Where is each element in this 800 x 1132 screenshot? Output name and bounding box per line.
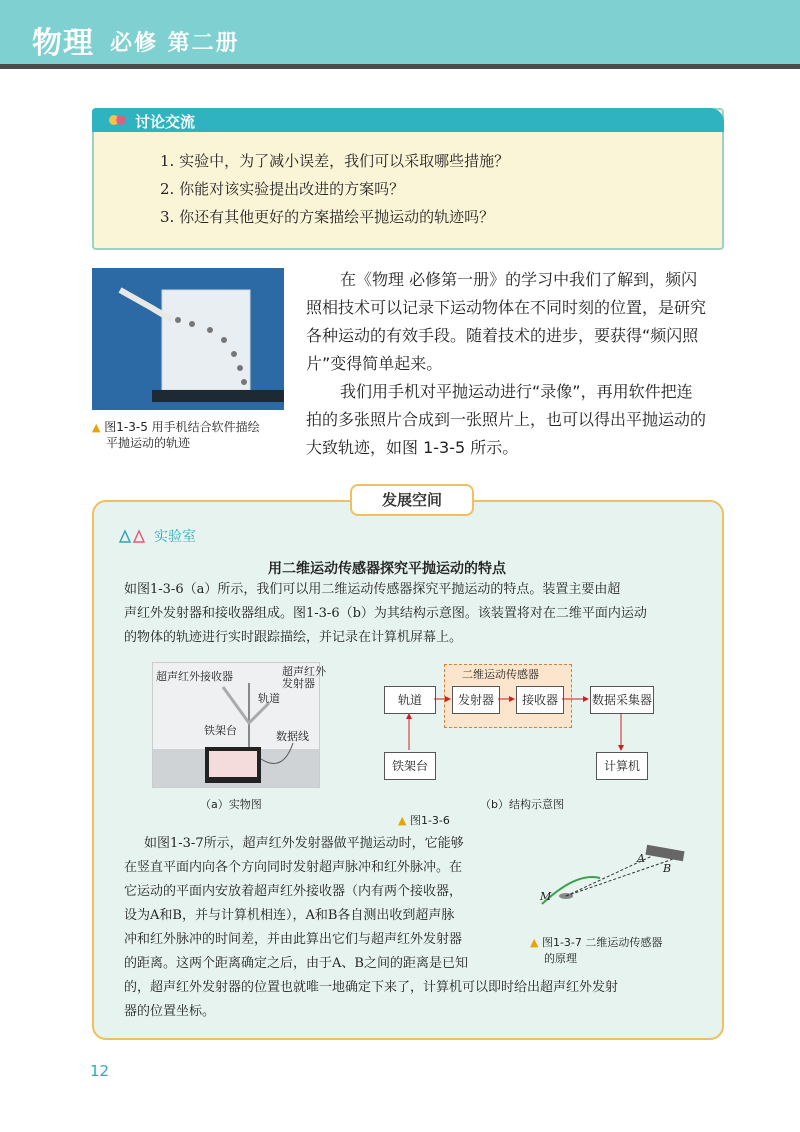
paragraph-line: 设为A和B，并与计算机相连），A和B各自测出收到超声脉 xyxy=(124,908,455,923)
development-space-tab: 发展空间 xyxy=(350,484,474,516)
paragraph-line: 如图1-3-6（a）所示，我们可以用二维运动传感器探究平抛运动的特点。装置主要由超 xyxy=(124,582,621,597)
label-cable: 数据线 xyxy=(276,730,309,743)
paragraph-line: 的，超声红外发射器的位置也就唯一地确定下来了，计算机可以即时给出超声红外发射 xyxy=(124,980,619,995)
paragraph-line: 的距离。这两个距离确定之后，由于A、B之间的距离是已知 xyxy=(124,956,468,971)
main-text-line: 片”变得简单起来。 xyxy=(306,354,443,373)
main-text-line: 各种运动的有效手段。随着技术的进步，要获得“频闪照 xyxy=(306,326,699,345)
node-track: 轨道 xyxy=(384,686,436,714)
triangle-icon: ▲ xyxy=(398,814,407,827)
node-emitter: 发射器 xyxy=(452,686,500,714)
diagram-caption: （b）结构示意图 xyxy=(480,798,564,811)
label-receiver: 超声红外接收器 xyxy=(156,670,233,683)
caption-text: 图1-3-5 用手机结合软件描绘 xyxy=(104,420,260,434)
label-track: 轨道 xyxy=(258,692,280,705)
diagram-arrows xyxy=(380,680,660,760)
label-m: M xyxy=(540,890,552,903)
photo-projectile-board xyxy=(92,268,284,410)
lab-label: 实验室 xyxy=(154,529,196,545)
caption-text-2: 平抛运动的轨迹 xyxy=(106,436,191,450)
label-stand: 铁架台 xyxy=(204,724,237,737)
flask-icon xyxy=(116,526,150,544)
book-subtitle: 必修 第二册 xyxy=(110,31,240,56)
paragraph-line: 在竖直平面内向各个方向同时发射超声脉冲和红外脉冲。在 xyxy=(124,860,463,875)
figure-caption xyxy=(92,418,292,435)
paragraph-line: 声红外发射器和接收器组成。图1-3-6（b）为其结构示意图。该装置将对在二维平面内运动 xyxy=(124,606,647,621)
page-number: 12 xyxy=(90,1062,110,1080)
fig137-illustration xyxy=(536,842,696,912)
photo-caption: （a）实物图 xyxy=(200,798,262,811)
node-stand: 铁架台 xyxy=(384,752,436,780)
paragraph-line: 它运动的平面内安放着超声红外接收器（内有两个接收器， xyxy=(124,884,463,899)
node-collector: 数据采集器 xyxy=(590,686,654,714)
paragraph-line: 的物体的轨迹进行实时跟踪描绘，并记录在计算机屏幕上。 xyxy=(124,630,463,645)
caption-text: 图1-3-6 xyxy=(409,814,450,827)
main-text-line: 拍的多张照片合成到一张照片上，也可以得出平抛运动的 xyxy=(306,410,707,429)
section-heading: 用二维运动传感器探究平抛运动的特点 xyxy=(268,561,506,577)
figure-caption-137 xyxy=(530,934,662,950)
paragraph-line: 器的位置坐标。 xyxy=(124,1004,216,1019)
book-title: 物理 xyxy=(32,26,94,61)
photo-illustration xyxy=(92,268,284,410)
figure-caption-136 xyxy=(398,812,450,828)
sensor-group-label: 二维运动传感器 xyxy=(462,668,539,681)
discussion-question: 2. 你能对该实验提出改进的方案吗？ xyxy=(160,180,405,198)
label-a: A xyxy=(637,852,645,865)
main-text-line: 在《物理 必修第一册》的学习中我们了解到，频闪 xyxy=(340,270,698,289)
caption-text-2: 的原理 xyxy=(544,952,577,965)
triangle-icon: ▲ xyxy=(530,936,539,949)
paragraph-line: 冲和红外脉冲的时间差，并由此算出它们与超声红外发射器 xyxy=(124,932,463,947)
main-text-line: 照相技术可以记录下运动物体在不同时刻的位置，是研究 xyxy=(306,298,707,317)
paragraph-line: 如图1-3-7所示，超声红外发射器做平抛运动时，它能够 xyxy=(144,836,464,851)
caption-text: 图1-3-7 二维运动传感器 xyxy=(541,936,663,949)
label-emitter: 超声红外 发射器 xyxy=(282,665,326,690)
main-text-line: 大致轨迹，如图 1-3-5 所示。 xyxy=(306,438,519,457)
triangle-icon: ▲ xyxy=(92,421,101,434)
main-text-line: 我们用手机对平抛运动进行“录像”，再用软件把连 xyxy=(340,382,693,401)
node-computer: 计算机 xyxy=(596,752,648,780)
discussion-icon xyxy=(108,112,128,128)
discussion-question: 3. 你还有其他更好的方案描绘平抛运动的轨迹吗？ xyxy=(160,208,495,226)
node-receiver: 接收器 xyxy=(516,686,564,714)
label-b: B xyxy=(663,862,672,875)
discussion-question: 1. 实验中，为了减小误差，我们可以采取哪些措施？ xyxy=(160,152,510,170)
discussion-title: 讨论交流 xyxy=(135,113,196,131)
